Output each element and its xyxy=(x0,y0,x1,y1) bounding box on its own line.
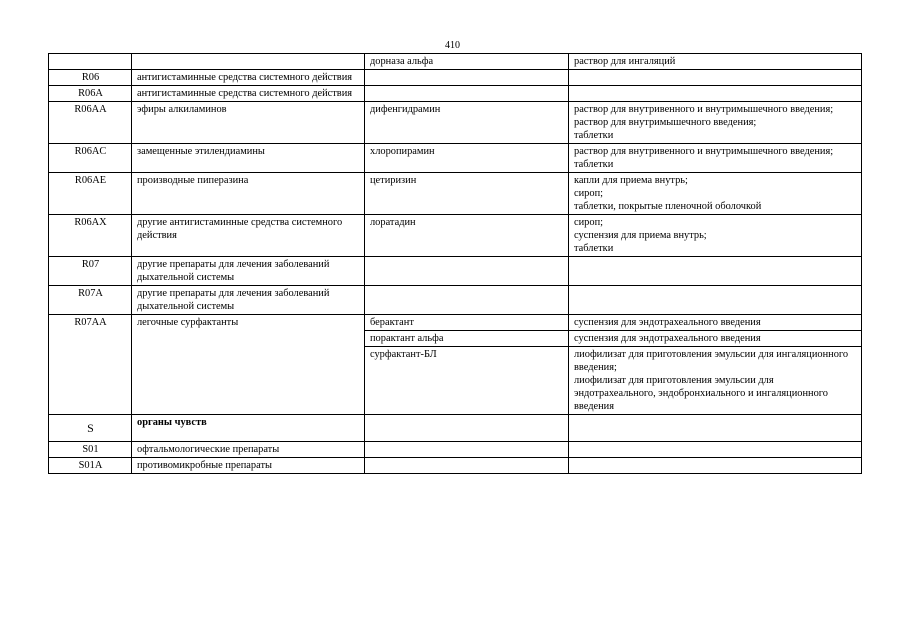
dosage-form-line: раствор для внутривенного и внутримышечного введения; xyxy=(574,104,834,115)
dosage-form-line: лиофилизат для приготовления эмульсии для эндотрахеального, эндобронхиального и ингаляционного введения xyxy=(574,375,829,412)
drug-name-cell: берактант xyxy=(365,315,569,331)
dosage-form-line: капли для приема внутрь; xyxy=(574,175,688,186)
atc-group-name-cell: антигистаминные средства системного действия xyxy=(132,86,365,102)
dosage-forms-cell xyxy=(569,315,862,331)
drug-name-cell xyxy=(365,415,569,442)
atc-group-name-cell: легочные сурфактанты xyxy=(132,315,365,415)
table-row xyxy=(49,257,862,286)
dosage-form-line: лиофилизат для приготовления эмульсии для ингаляционного введения; xyxy=(574,349,849,373)
drug-name-cell: лоратадин xyxy=(365,215,569,257)
dosage-form-line: суспензия для приема внутрь; xyxy=(574,230,707,241)
dosage-forms-cell xyxy=(569,286,862,315)
atc-code-cell: R07A xyxy=(49,286,132,315)
atc-group-name-cell: производные пиперазина xyxy=(132,173,365,215)
dosage-form-line: раствор для ингаляций xyxy=(574,56,676,67)
atc-code-cell: R06AA xyxy=(49,102,132,144)
table-row xyxy=(49,442,862,458)
drug-name-cell xyxy=(365,286,569,315)
dosage-forms-cell xyxy=(569,70,862,86)
page-number: 410 xyxy=(445,40,460,51)
drug-name-cell: сурфактант-БЛ xyxy=(365,347,569,415)
atc-group-name-cell: замещенные этилендиамины xyxy=(132,144,365,173)
dosage-form-line: таблетки xyxy=(574,159,614,170)
atc-group-name-cell: эфиры алкиламинов xyxy=(132,102,365,144)
atc-code-cell: R06AX xyxy=(49,215,132,257)
table-row xyxy=(49,415,862,442)
atc-group-name-cell: другие антигистаминные средства системного действия xyxy=(132,215,365,257)
dosage-forms-cell xyxy=(569,257,862,286)
drug-name-cell xyxy=(365,257,569,286)
dosage-forms-cell xyxy=(569,54,862,70)
dosage-forms-cell xyxy=(569,173,862,215)
atc-code-cell: R07AA xyxy=(49,315,132,415)
atc-code-cell: R07 xyxy=(49,257,132,286)
drug-name-cell xyxy=(365,86,569,102)
table-row xyxy=(49,144,862,173)
atc-group-name-cell: органы чувств xyxy=(132,415,365,442)
table-row xyxy=(49,86,862,102)
dosage-form-line: суспензия для эндотрахеального введения xyxy=(574,333,761,344)
atc-code-cell xyxy=(49,54,132,70)
atc-code-cell: R06AE xyxy=(49,173,132,215)
dosage-forms-cell xyxy=(569,442,862,458)
atc-code-cell: S01 xyxy=(49,442,132,458)
atc-group-name-cell xyxy=(132,54,365,70)
table-row xyxy=(49,458,862,474)
dosage-forms-cell xyxy=(569,215,862,257)
table-row xyxy=(49,286,862,315)
drug-name-cell: дифенгидрамин xyxy=(365,102,569,144)
drug-name-cell: порактант альфа xyxy=(365,331,569,347)
table-row xyxy=(49,70,862,86)
table-row xyxy=(49,102,862,144)
dosage-form-line: раствор для внутримышечного введения; xyxy=(574,117,757,128)
atc-code-cell: R06A xyxy=(49,86,132,102)
drug-name-cell: хлоропирамин xyxy=(365,144,569,173)
dosage-form-line: таблетки xyxy=(574,130,614,141)
drug-name-cell xyxy=(365,458,569,474)
atc-code-cell: R06 xyxy=(49,70,132,86)
table-row xyxy=(49,54,862,70)
drug-name-cell: дорназа альфа xyxy=(365,54,569,70)
atc-code-cell: R06AC xyxy=(49,144,132,173)
dosage-form-line: таблетки xyxy=(574,243,614,254)
dosage-forms-cell xyxy=(569,458,862,474)
dosage-forms-cell xyxy=(569,415,862,442)
dosage-forms-cell xyxy=(569,102,862,144)
dosage-form-line: сироп; xyxy=(574,188,604,199)
atc-group-name-cell: противомикробные препараты xyxy=(132,458,365,474)
drug-name-cell: цетиризин xyxy=(365,173,569,215)
table-body xyxy=(49,54,862,474)
atc-code-cell: S xyxy=(49,415,132,442)
drug-name-cell xyxy=(365,442,569,458)
table-row xyxy=(49,315,862,331)
table-row xyxy=(49,173,862,215)
dosage-forms-cell xyxy=(569,144,862,173)
atc-drug-table xyxy=(48,53,862,474)
dosage-form-line: раствор для внутривенного и внутримышечного введения; xyxy=(574,146,834,157)
atc-group-name-cell: антигистаминные средства системного действия xyxy=(132,70,365,86)
dosage-form-line: суспензия для эндотрахеального введения xyxy=(574,317,761,328)
dosage-form-line: сироп; xyxy=(574,217,604,228)
atc-group-name-cell: офтальмологические препараты xyxy=(132,442,365,458)
dosage-forms-cell xyxy=(569,331,862,347)
atc-code-cell: S01A xyxy=(49,458,132,474)
dosage-forms-cell xyxy=(569,347,862,415)
dosage-form-line: таблетки, покрытые пленочной оболочкой xyxy=(574,201,762,212)
drug-name-cell xyxy=(365,70,569,86)
atc-group-name-cell: другие препараты для лечения заболеваний дыхательной системы xyxy=(132,257,365,286)
atc-group-name-cell: другие препараты для лечения заболеваний дыхательной системы xyxy=(132,286,365,315)
table-row xyxy=(49,215,862,257)
dosage-forms-cell xyxy=(569,86,862,102)
